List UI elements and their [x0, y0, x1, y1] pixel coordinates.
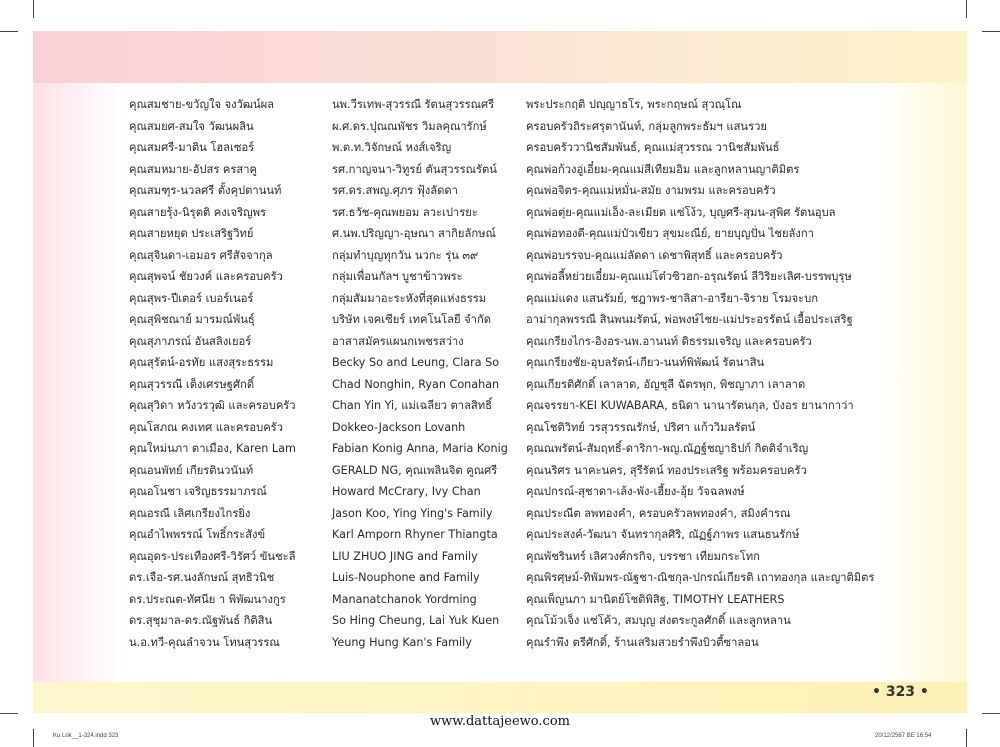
list-item: คุณสุพจน์ ชัยวงค์ และครอบครัว	[129, 270, 283, 283]
list-item: กลุ่มสัมมาอะระหังที่สุดแห่งธรรม	[332, 291, 487, 305]
list-item: Jason Koo, Ying Ying's Family	[332, 506, 493, 520]
bottom-gradient-band	[33, 682, 967, 713]
list-item: คุณเกรียงชัย-อุบลรัตน์-เกียว-นนท์พิพัฒน์ รัตนาสิน	[526, 356, 765, 369]
page-number: • 323 •	[872, 684, 929, 700]
list-item: คุณนริศร นาคะนคร, สุรีรัตน์ ทองประเสริฐ พร้อมครอบครัว	[526, 463, 807, 477]
list-item: คุณโสภณ คงเทศ และครอบครัว	[129, 420, 283, 434]
list-item: คุณณพรัตน์-สัมฤทธิ์-ดาริกา-พญ.ณัฏฐ์ชญาธิปก์ กิตติจำเริญ	[526, 442, 809, 455]
list-item: คุณพ่อทองดี-คุณแม่บัวเขียว สุขมะณีย์, ยายบุญปั่น ไชยลังกา	[526, 227, 814, 240]
list-item: คุณจรรยา-KEI KUWABARA, ธนิดา นานารัตนกุล, บังอร ยานากาว่า	[526, 399, 854, 412]
top-gradient-band	[33, 31, 967, 83]
list-item: คุณอุดร-ประเทืองศรี-วิรัศว์ ขันชะลี	[129, 549, 296, 563]
crop-mark	[966, 729, 967, 747]
list-item: อาสาสมัครแผนกเพชรสว่าง	[332, 334, 464, 348]
crop-mark	[33, 0, 34, 18]
list-item: Howard McCrary, Ivy Chan	[332, 485, 481, 498]
print-slug-date: 20/12/2567 BE 16:54	[875, 733, 932, 739]
list-item: คุณสมชาย-ขวัญใจ จงวัฒน์ผล	[129, 98, 275, 111]
list-item: Mananatchanok Yordming	[332, 592, 477, 606]
list-item: คุณพ่อก้วงอู่เอี๋ยม-คุณแม่สีเทียมอิม และลูกหลานญาติมิตร	[526, 162, 800, 176]
list-item: คุณโชติวิทย์ วรสุวรรณรักษ์, ปริศา แก้ววิมลรัตน์	[526, 420, 756, 434]
list-item: Becky So and Leung, Clara So	[332, 356, 500, 369]
name-column-1	[129, 94, 296, 653]
list-item: Chad Nonghin, Ryan Conahan	[332, 377, 500, 391]
list-item: กลุ่มเพื่อนกัลฯ บูชาข้าวพระ	[332, 270, 463, 283]
list-item: คุณเพ็ญนภา มานิตย์โชติพิสิฐ, TIMOTHY LEATHERS	[526, 592, 785, 606]
name-column-2	[332, 94, 508, 653]
list-item: คุณสุพร-ปีเตอร์ เบอร์เนอร์	[129, 291, 254, 305]
list-item: คุณโม้วเจ็ง แซ่โค้ว, สมบุญ ส่งตระกูลศักดิ์ และลูกหลาน	[526, 614, 791, 627]
list-item: ผ.ศ.ดร.ปุณณพัชร วิมลคุณารักษ์	[332, 119, 487, 133]
list-item: Yeung Hung Kan's Family	[332, 635, 472, 649]
list-item: ดร.เจือ-รศ.นงลักษณ์ สุทธิวนิช	[129, 571, 275, 584]
list-item: คุณสุภาภรณ์ อันสลิงเยอร์	[129, 334, 252, 348]
list-item: คุณอนพัทย์ เกียรตินวนันท์	[129, 463, 254, 477]
list-item: ดร.ประณต-ทัศนีย า พิพัฒนางกูร	[129, 592, 286, 606]
list-item: นพ.วีรเทพ-สุวรรณี รัตนสุวรรณศรี	[332, 98, 495, 111]
left-pink-wash	[33, 83, 123, 683]
list-item: คุณสุวรรณี เต็งเศรษฐศักดิ์	[129, 377, 255, 391]
right-yellow-wash	[877, 83, 967, 683]
list-item: คุณเกียรติศักดิ์ เลาลาด, อัญชุลี ฉัตรพุก, พิชญาภา เลาลาด	[526, 377, 806, 391]
list-item: คุณเกรียงไกร-อิงอร-นพ.อานนท์ ดิธรรมเจริญ และครอบครัว	[526, 334, 812, 348]
list-item: Dokkeo-Jackson Lovanh	[332, 420, 466, 434]
list-item: คุณสมยศ-สมใจ วัฒนผลิน	[129, 119, 254, 133]
list-item: พระประกฤติ ปญฺญาธโร, พระกฤษณ์ สุวณฺโณ	[526, 98, 742, 111]
list-item: Luis-Nouphone and Family	[332, 571, 480, 584]
list-item: ดร.สุชุมาล-ดร.ณัฐพันธ์ กิติสิน	[129, 614, 273, 627]
list-item: คุณพัชรินทร์ เลิศวงศ์กรกิจ, บรรชา เทียมกระโทก	[526, 549, 760, 563]
list-item: กลุ่มทำบุญทุกวัน นวกะ รุ่น ๓๙	[332, 248, 479, 262]
list-item: คุณประณีต ลพทองคำ, ครอบครัวลพทองคำ, สมิงคำรณ	[526, 506, 791, 520]
list-item: คุณสายหยุด ประเสริฐวิทย์	[129, 227, 254, 240]
list-item: คุณพิรศุษม์-ทิพัมพร-ณัฐชา-ณิชกุล-ปกรณ์เกียรติ เถาทองกุล และญาติมิตร	[526, 571, 875, 584]
list-item: ครอบครัวถิระศรุตานันท์, กลุ่มลูกพระธัมฯ แสนรวย	[526, 119, 767, 133]
list-item: คุณอำไพพรรณ์ โพธิ์กระสังข์	[129, 528, 266, 541]
list-item: คุณสมหมาย-อัปสร ครสาคู	[129, 162, 257, 176]
list-item: คุณพ่อบรรจบ-คุณแม่ลัดดา เดชาพิสุทธิ์ และครอบครัว	[526, 248, 783, 262]
list-item: GERALD NG, คุณเพลินจิต คูณศรี	[332, 463, 498, 477]
list-item: คุณสุพิชณาย์ มารมณ์พันธุ์	[129, 313, 255, 326]
list-item: Fabian Konig Anna, Maria Konig	[332, 442, 508, 455]
list-item: รศ.กาญจนา-วิทูรย์ ตันสุวรรณรัตน์	[332, 162, 497, 176]
list-item: คุณใหม่นภา ตาเมือง, Karen Lam	[129, 442, 296, 455]
list-item: อาม่ากุลพรรณี สินพนมรัตน์, พ่อพงษ์ไชย-แม่ประอรรัตน์ เอื้อประเสริฐ	[526, 313, 853, 326]
list-item: คุณสุวิดา หวังวรวุฒิ และครอบครัว	[129, 399, 296, 412]
list-item: คุณพ่อจิตร-คุณแม่หมั่น-สมัย งามพรม และครอบครัว	[526, 184, 776, 197]
list-item: น.อ.ทวี-คุณลำจวน โทนสุวรรณ	[129, 635, 280, 649]
list-item: ศ.นพ.ปริญญา-อุษณา สากิยลักษณ์	[332, 227, 496, 240]
list-item: คุณพ่อลี้หย่วยเอี๋ยม-คุณแม่โต๋วซิวฮก-อรุณรัตน์ ลีวิริยะเลิศ-บรรพบุรุษ	[526, 270, 852, 283]
name-column-3	[526, 94, 874, 653]
list-item: คุณสุจินดา-เอมอร ศรีสัจจากุล	[129, 248, 273, 262]
print-slug-file: Ku Lok__1-324.indd 323	[53, 733, 119, 739]
list-item: คุณอรณี เลิศเกรียงไกรยิ่ง	[129, 506, 251, 520]
list-item: Karl Amporn Rhyner Thiangta	[332, 528, 498, 541]
list-item: ครอบครัววานิชสัมพันธ์, คุณแม่สุวรรณ วานิชสัมพันธ์	[526, 141, 780, 154]
crop-mark	[966, 0, 967, 18]
crop-mark	[33, 729, 34, 747]
list-item: คุณปกรณ์-สุชาดา-เล้ง-พัง-เฮี้ยง-อุ้ย วัจฉลพงษ์	[526, 485, 745, 498]
crop-mark	[0, 31, 18, 32]
list-item: LIU ZHUO JING and Family	[332, 549, 478, 563]
list-item: คุณอโนชา เจริญธรรมาภรณ์	[129, 485, 267, 498]
list-item: คุณสมศรี-มาติน โฮลเซอร์	[129, 141, 255, 154]
list-item: คุณประสงค์-วัฒนา จันทรากุลศิริ, ณัฏฐ์ภาพร แสนธนรักษ์	[526, 528, 800, 541]
list-item: คุณสุรัตน์-อรทัย แสงสุระธรรม	[129, 356, 274, 369]
list-item: บริษัท เจคเซียร์ เทคโนโลยี จำกัด	[332, 313, 492, 326]
list-item: รศ.ธวัช-คุณพยอม ลวะเปารยะ	[332, 205, 478, 219]
list-item: คุณสมฑุร-นวลศรี ตั้งคุปตานนท์	[129, 184, 282, 197]
list-item: คุณพ่อตุ่ย-คุณแม่เอ็ง-ละเมียด แซ่โง้ว, บุญศรี-สุมน-สุพิศ รัตนอุบล	[526, 205, 836, 219]
list-item: พ.ต.ท.วิจักษณ์ หงส์เจริญ	[332, 141, 452, 154]
website-url: www.dattajeewo.com	[430, 714, 570, 729]
list-item: Chan Yin Yi, แม่เฉลียว ตาลสิทธิ์	[332, 399, 492, 412]
list-item: คุณแม่แดง แสนรัมย์, ชฎาพร-ชาลิสา-อารียา-จิราย โรมจะบก	[526, 291, 819, 305]
list-item: So Hing Cheung, Lai Yuk Kuen	[332, 614, 500, 627]
list-item: คุณรำพึง ตรีศักดิ์, ร้านเสริมสวยรำพึงบิวตี้ซาลอน	[526, 635, 759, 649]
crop-mark	[982, 31, 1000, 32]
list-item: รศ.ดร.สพญ.ศุภร ฟุ้งลัดดา	[332, 184, 458, 197]
list-item: คุณสายรุ้ง-นิรุตติ คงเจริญพร	[129, 205, 267, 219]
